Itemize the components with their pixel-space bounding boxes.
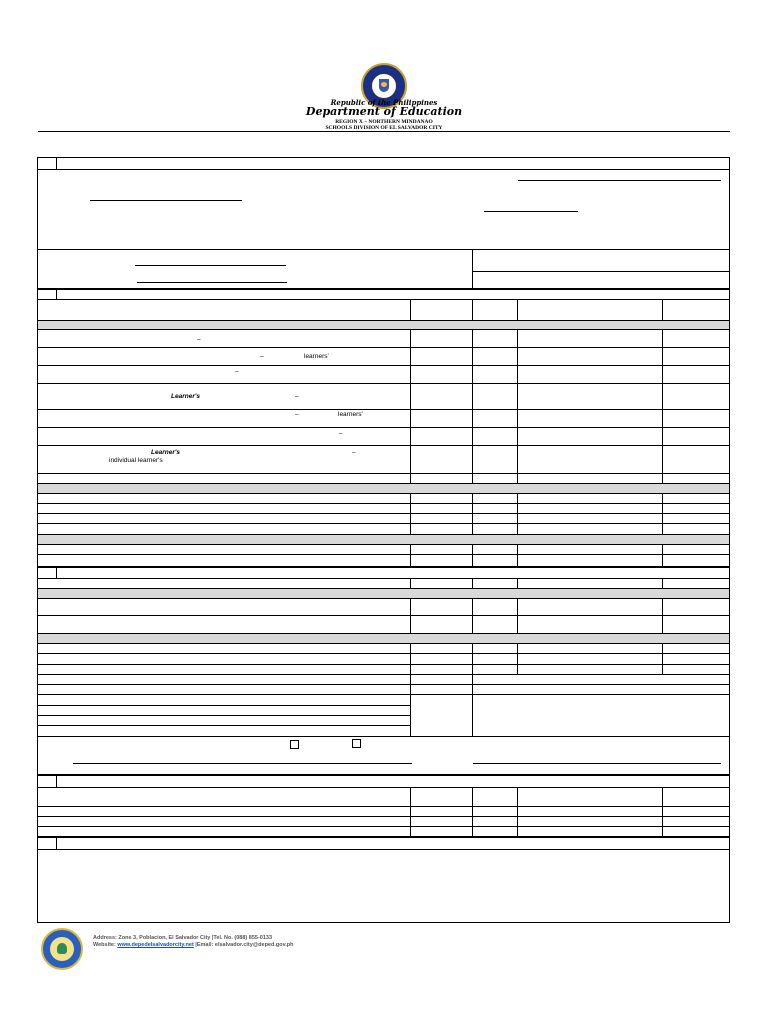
fill-line[interactable]: [518, 180, 721, 181]
row-line: [37, 503, 730, 504]
col-line: [517, 299, 518, 567]
row-line: [37, 473, 730, 474]
col-line: [662, 578, 663, 588]
row-line: [37, 365, 730, 366]
row-line: [37, 383, 730, 384]
footer-address: Address: Zone 3, Poblacion, El Salvador City |Tel. No. (088) 855-0133: [93, 935, 273, 941]
learners-cap-text: Learner's: [171, 393, 201, 400]
row-line: [37, 445, 730, 446]
col-line: [410, 787, 411, 837]
dash-text: –: [235, 368, 239, 375]
row-line: [37, 806, 730, 807]
col-line: [517, 578, 518, 588]
row-line: [37, 653, 730, 654]
col-line: [472, 598, 473, 634]
row-line: [37, 513, 730, 514]
shaded-row: [38, 535, 729, 544]
section-line: [37, 836, 730, 838]
shaded-row: [38, 634, 729, 643]
section-line: [37, 774, 730, 776]
learners-text: learners': [304, 353, 329, 360]
email-text: |Email: elsalvador.city@deped.gov.ph: [193, 942, 294, 948]
col-line: [662, 643, 663, 675]
website-label: Website:: [93, 942, 116, 948]
shaded-row: [38, 484, 729, 493]
col-line: [662, 598, 663, 634]
row-line: [37, 544, 730, 545]
row-line: [37, 598, 730, 599]
row-line: [37, 615, 730, 616]
row-line: [472, 271, 730, 272]
learners-text: learners': [338, 411, 363, 418]
individual-text: individual learner's: [109, 457, 163, 464]
republic-text: Republic of the Philippines: [330, 98, 438, 107]
section-number-cell: [56, 837, 57, 849]
shaded-row: [38, 589, 729, 598]
fill-line[interactable]: [484, 211, 578, 212]
col-line: [410, 578, 411, 588]
row-line: [37, 725, 410, 726]
dash-text: –: [197, 336, 201, 343]
department-title: Department of Education: [305, 105, 463, 118]
footer-contact: [93, 942, 294, 948]
dash-text: –: [339, 430, 343, 437]
row-line: [37, 674, 730, 675]
section-number-cell: [56, 289, 57, 299]
fill-line[interactable]: [90, 200, 242, 201]
section-number-cell: [56, 157, 57, 169]
row-line: [37, 664, 730, 665]
learners-cap-text: Learner's: [151, 449, 181, 456]
region-text: REGION X – NORTHERN MINDANAO: [335, 119, 433, 125]
col-line: [472, 787, 473, 837]
division-text: SCHOOLS DIVISION OF EL SALVADOR CITY: [325, 125, 443, 131]
signature-line[interactable]: [473, 763, 721, 764]
row-line: [37, 694, 730, 695]
row-line: [37, 523, 730, 524]
row-line: [37, 347, 730, 348]
row-line: [37, 409, 730, 410]
col-line: [410, 598, 411, 634]
division-logo: [41, 928, 83, 970]
header-divider: [38, 131, 730, 132]
col-line: [662, 787, 663, 837]
col-line: [410, 299, 411, 567]
row-line: [37, 736, 730, 737]
option-checkbox[interactable]: [352, 739, 361, 748]
row-line: [37, 643, 730, 644]
col-line: [410, 643, 411, 675]
row-line: [37, 826, 730, 827]
dash-text: –: [352, 449, 356, 456]
row-line: [37, 787, 730, 788]
fill-line[interactable]: [137, 282, 287, 283]
website-link[interactable]: www.depedelsalvadorcity.net: [117, 942, 194, 948]
col-line: [517, 643, 518, 675]
row-line: [37, 493, 730, 494]
row-line: [37, 427, 730, 428]
row-line: [37, 705, 410, 706]
row-line: [37, 684, 730, 685]
row-line: [37, 554, 730, 555]
section-line: [37, 566, 730, 568]
row-line: [37, 578, 730, 579]
fill-line[interactable]: [135, 265, 286, 266]
dash-text: –: [295, 411, 299, 418]
col-line: [472, 643, 473, 675]
row-line: [37, 320, 730, 321]
row-line: [37, 249, 730, 250]
col-line: [472, 299, 473, 567]
col-line: [662, 299, 663, 567]
section-line: [37, 288, 730, 290]
col-line: [517, 598, 518, 634]
row-line: [37, 299, 730, 300]
shaded-row: [38, 320, 729, 329]
section-number-cell: [56, 775, 57, 787]
signature-line[interactable]: [73, 763, 412, 764]
option-checkbox[interactable]: [290, 740, 299, 749]
row-line: [37, 849, 730, 850]
row-line: [37, 329, 730, 330]
col-line: [517, 787, 518, 837]
dash-text: –: [295, 393, 299, 400]
col-line: [472, 249, 473, 288]
dash-text: –: [260, 353, 264, 360]
row-line: [37, 715, 410, 716]
row-line: [37, 169, 730, 170]
row-line: [37, 816, 730, 817]
col-line: [472, 578, 473, 588]
section-number-cell: [56, 567, 57, 578]
